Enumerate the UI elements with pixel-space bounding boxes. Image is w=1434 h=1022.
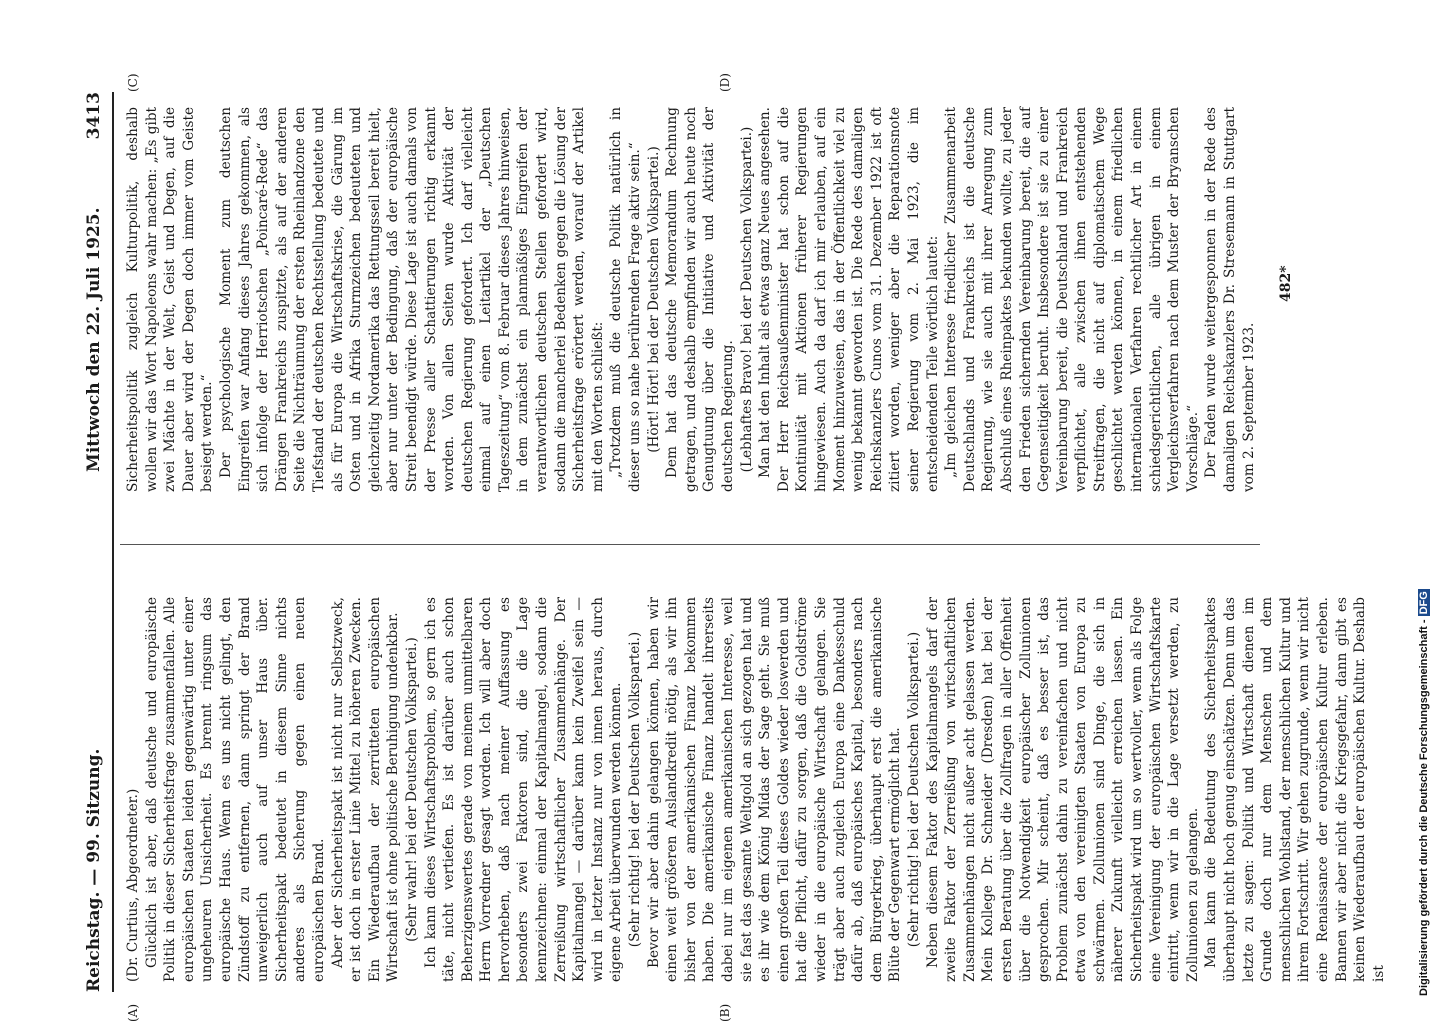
margin-marker-a: (A) [126, 1003, 140, 1022]
column-divider [120, 544, 1260, 545]
header-session: Reichstag. — 99. Sitzung. [84, 748, 104, 992]
paragraph: Sicherheitspolitik zugleich Kulturpolitik, deshalb wollen wir das Wort Napoleons wahr machen: „Es gibt zwei Mächte in der Welt, Geist und Degen, auf die Dauer aber wird der Degen doch immer vom Geiste besiegt werden.“ [125, 107, 216, 492]
paragraph: Der psychologische Moment zum deutschen Eingreifen war Anfang dieses Jahres gekommen, als sich infolge der Herriotschen „Poincaré-Rede“ das Drängen Frankreichs zuspitzte, als auf der anderen Seite die Nichträumung der ersten Rheinlandzone den Tiefstand der deutschen Rechtsstellung bedeutete und als für Europa die Wirtschaftskrise, die Gärung im Osten und in Afrika Sturmzeichen bedeuteten und gleichzeitig Nordamerika das Rettungsseil bereit hielt, aber nur unter der Bedingung, daß der europäische Streit beendigt würde. Diese Lage ist auch damals von der Presse aller Schattierungen richtig erkannt worden. Von allen Seiten wurde Aktivität der deutschen Regierung gefordert. Ich darf vielleicht einmal auf einen Leitartikel der „Deutschen Tageszeitung“ vom 8. Februar dieses Jahres hinweisen, in dem zunächst ein planmäßiges Eingreifen der verantwortlichen deutschen Stellen gefordert wird, sodann die mancherlei Bedenken gegen die Lösung der Sicherheitsfrage erörtert werden, worauf der Artikel mit den Worten schließt: [217, 107, 606, 492]
dfg-logo: DFG [1418, 591, 1430, 615]
text-column-left [124, 597, 1387, 982]
header-rule [112, 92, 114, 992]
speaker-line: (Dr. Curtius, Abgeordneter.) [125, 788, 141, 982]
interjection: (Sehr richtig! bei der Deutschen Volkspartei.) [905, 631, 922, 948]
interjection: (Sehr wahr! bei der Deutschen Volkspartei.) [403, 637, 420, 942]
rotated-document-page [78, 73, 1408, 1022]
paragraph: Man hat den Inhalt als etwas ganz Neues angesehen. Der Herr Reichsaußenminister hat schon auf die Kontinuität mit Aktionen früherer Regierungen hingewiesen. Auch da darf ich mir erlauben, auf ein Moment hinzuweisen, das in der Öffentlichkeit viel zu wenig bekannt geworden ist. Die Rede des damaligen Reichskanzlers Cunos vom 31. Dezember 1922 ist oft zitiert worden, weniger aber die Reparationsnote seiner Regierung vom 2. Mai 1923, die im entscheidenden Teile wörtlich lautet: [757, 107, 941, 492]
credit-text: Digitalisierung gefördert durch die Deutsche Forschungsgemeinschaft - [1418, 619, 1430, 996]
signature-mark: 482* [1278, 265, 1294, 302]
quotation: „Im gleichen Interesse friedlicher Zusammenarbeit Deutschlands und Frankreichs ist die deutsche Regierung, wie sie auch mit ihrer Anregung zum Abschluß eines Rheinpaktes bekunden wollte, zu jeder den Frieden sichernden Vereinbarung bereit, die auf Gegenseitigkeit beruht. Insbesondere ist sie zu einer Vereinbarung bereit, die Deutschland und Frankreich verpflichtet, alle zwischen ihnen entstehenden Streitfragen, die nicht auf diplomatischem Wege geschlichtet werden können, in einem friedlichen internationalen Verfahren rechtlicher Art in einem schiedsgerichtlichen, alle übrigen in einem Vergleichsverfahren nach dem Muster der Bryanschen Vorschläge.“ [943, 107, 1201, 492]
digitization-credit [1418, 589, 1430, 996]
margin-marker-c: (C) [126, 73, 140, 92]
text-column-right [124, 107, 1264, 492]
paragraph: Man kann die Bedeutung des Sicherheitspaktes überhaupt nicht hoch genug einschätzen. Denn um das letzte zu sagen: Politik und Wirtschaft dienen im Grunde doch nur dem Menschen und dem menschlichen Wohlstand, der menschlichen Kultur und ihrem Fortschritt. Wir gehen zugrunde, wenn wir nicht eine Renaissance der europäischen Kultur erleben. Bannen wir aber nicht die Kriegsgefahr, dann gibt es keinen Wiederaufbau der europäischen Kultur. Deshalb ist [1203, 597, 1387, 982]
paragraph: Neben diesem Faktor des Kapitalmangels darf der zweite Faktor der Zerreißung von wirtschaftlichen Zusammenhängen nicht außer acht gelassen werden. Mein Kollege Dr. Schneider (Dresden) hat bei der ersten Beratung über die Zollfragen in aller Offenheit über die Notwendigkeit europäischer Zollunionen gesprochen. Mir scheint, daß es besser ist, das Problem zunächst dahin zu vereinfachen und nicht etwa von den vereinigten Staaten von Europa zu schwärmen. Zollunionen sind Dinge, die sich in näherer Zukunft vielleicht erreichen lassen. Ein Sicherheitspakt wird um so wertvoller, wenn als Folge eine Vereinigung der europäischen Wirtschaftskarte eintritt, wenn wir in die Lage versetzt werden, zu Zollunionen zu gelangen. [924, 597, 1201, 982]
interjection: (Lebhaftes Bravo! bei der Deutschen Volkspartei.) [738, 126, 755, 473]
quotation: „Trotzdem muß die deutsche Politik natürlich in dieser uns so nahe berührenden Frage aktiv sein.“ [608, 107, 644, 492]
margin-marker-d: (D) [718, 73, 732, 92]
paragraph: Dem hat das deutsche Memorandum Rechnung getragen, und deshalb empfinden wir auch heute noch Genugtuung über die Initiative und Aktivität der deutschen Regierung. [664, 107, 736, 492]
paragraph: Bevor wir aber dahin gelangen können, haben wir einen weit größeren Auslandkredit nötig, als wir ihn bisher von der amerikanischen Finanz bekommen haben. Die amerikanische Finanz handelt ihrerseits dabei nur im eigenen amerikanischen Interesse, weil sie fast das gesamte Weltgold an sich gezogen hat und es ihr wie dem König Midas der Sage geht. Sie muß einen großen Teil dieses Goldes wieder loswerden und hat die Pflicht, dafür zu sorgen, daß die Goldströme wieder in die europäische Wirtschaft gelangen. Sie trägt aber auch zugleich Europa eine Dankesschuld dafür ab, daß europäisches Kapital, besonders nach dem Bürgerkrieg, überhaupt erst die amerikanische Blüte der Gegenwart ermöglicht hat. [645, 597, 904, 982]
paragraph: Glücklich ist aber, daß deutsche und europäische Politik in dieser Sicherheitsfrage zusammenfallen. Alle europäischen Staaten leiden gegenwärtig unter einer ungeheuren Unsicherheit. Es brennt ringsum das europäische Haus. Wenn es uns nicht gelingt, den Zündstoff zu entfernen, dann springt der Brand unweigerlich auch auf unser Haus über. Sicherheitspakt bedeutet in diesem Sinne nichts anderes als Sicherung gegen einen neuen europäischen Brand. [143, 597, 327, 982]
paragraph: Ich kann dieses Wirtschaftsproblem, so gern ich es täte, nicht vertiefen. Es ist darüber auch schon Beherzigenswertes gerade von meinem unmittelbaren Herrn Vorredner gesagt worden. Ich will aber doch hervorheben, daß nach meiner Auffassung es besonders zwei Faktoren sind, die die Lage kennzeichnen: einmal der Kapitalmangel, sodann die Zerreißung wirtschaftlicher Zusammenhänge. Der Kapitalmangel — darüber kann kein Zweifel sein — wird in letzter Instanz nur von innen heraus, durch eigene Arbeit überwunden werden können. [422, 597, 625, 982]
paragraph: Aber der Sicherheitspakt ist nicht nur Selbstzweck, er ist doch in erster Linie Mittel zu höheren Zwecken. Ein Wiederaufbau der zerrütteten europäischen Wirtschaft ist ohne politische Beruhigung undenkbar. [329, 597, 402, 982]
header-date: Mittwoch den 22. Juli 1925. [84, 207, 104, 472]
page-header [78, 92, 112, 992]
interjection: (Hört! Hört! bei der Deutschen Volkspartei.) [645, 146, 662, 453]
interjection: (Sehr richtig! bei der Deutschen Volkspartei.) [627, 631, 644, 948]
header-page-number: 3413 [84, 92, 104, 140]
margin-marker-b: (B) [718, 1003, 732, 1022]
paragraph: Der Faden wurde weitergesponnen in der Rede des damaligen Reichskanzlers Dr. Stresemann in Stuttgart vom 2. September 1923. [1203, 107, 1257, 492]
